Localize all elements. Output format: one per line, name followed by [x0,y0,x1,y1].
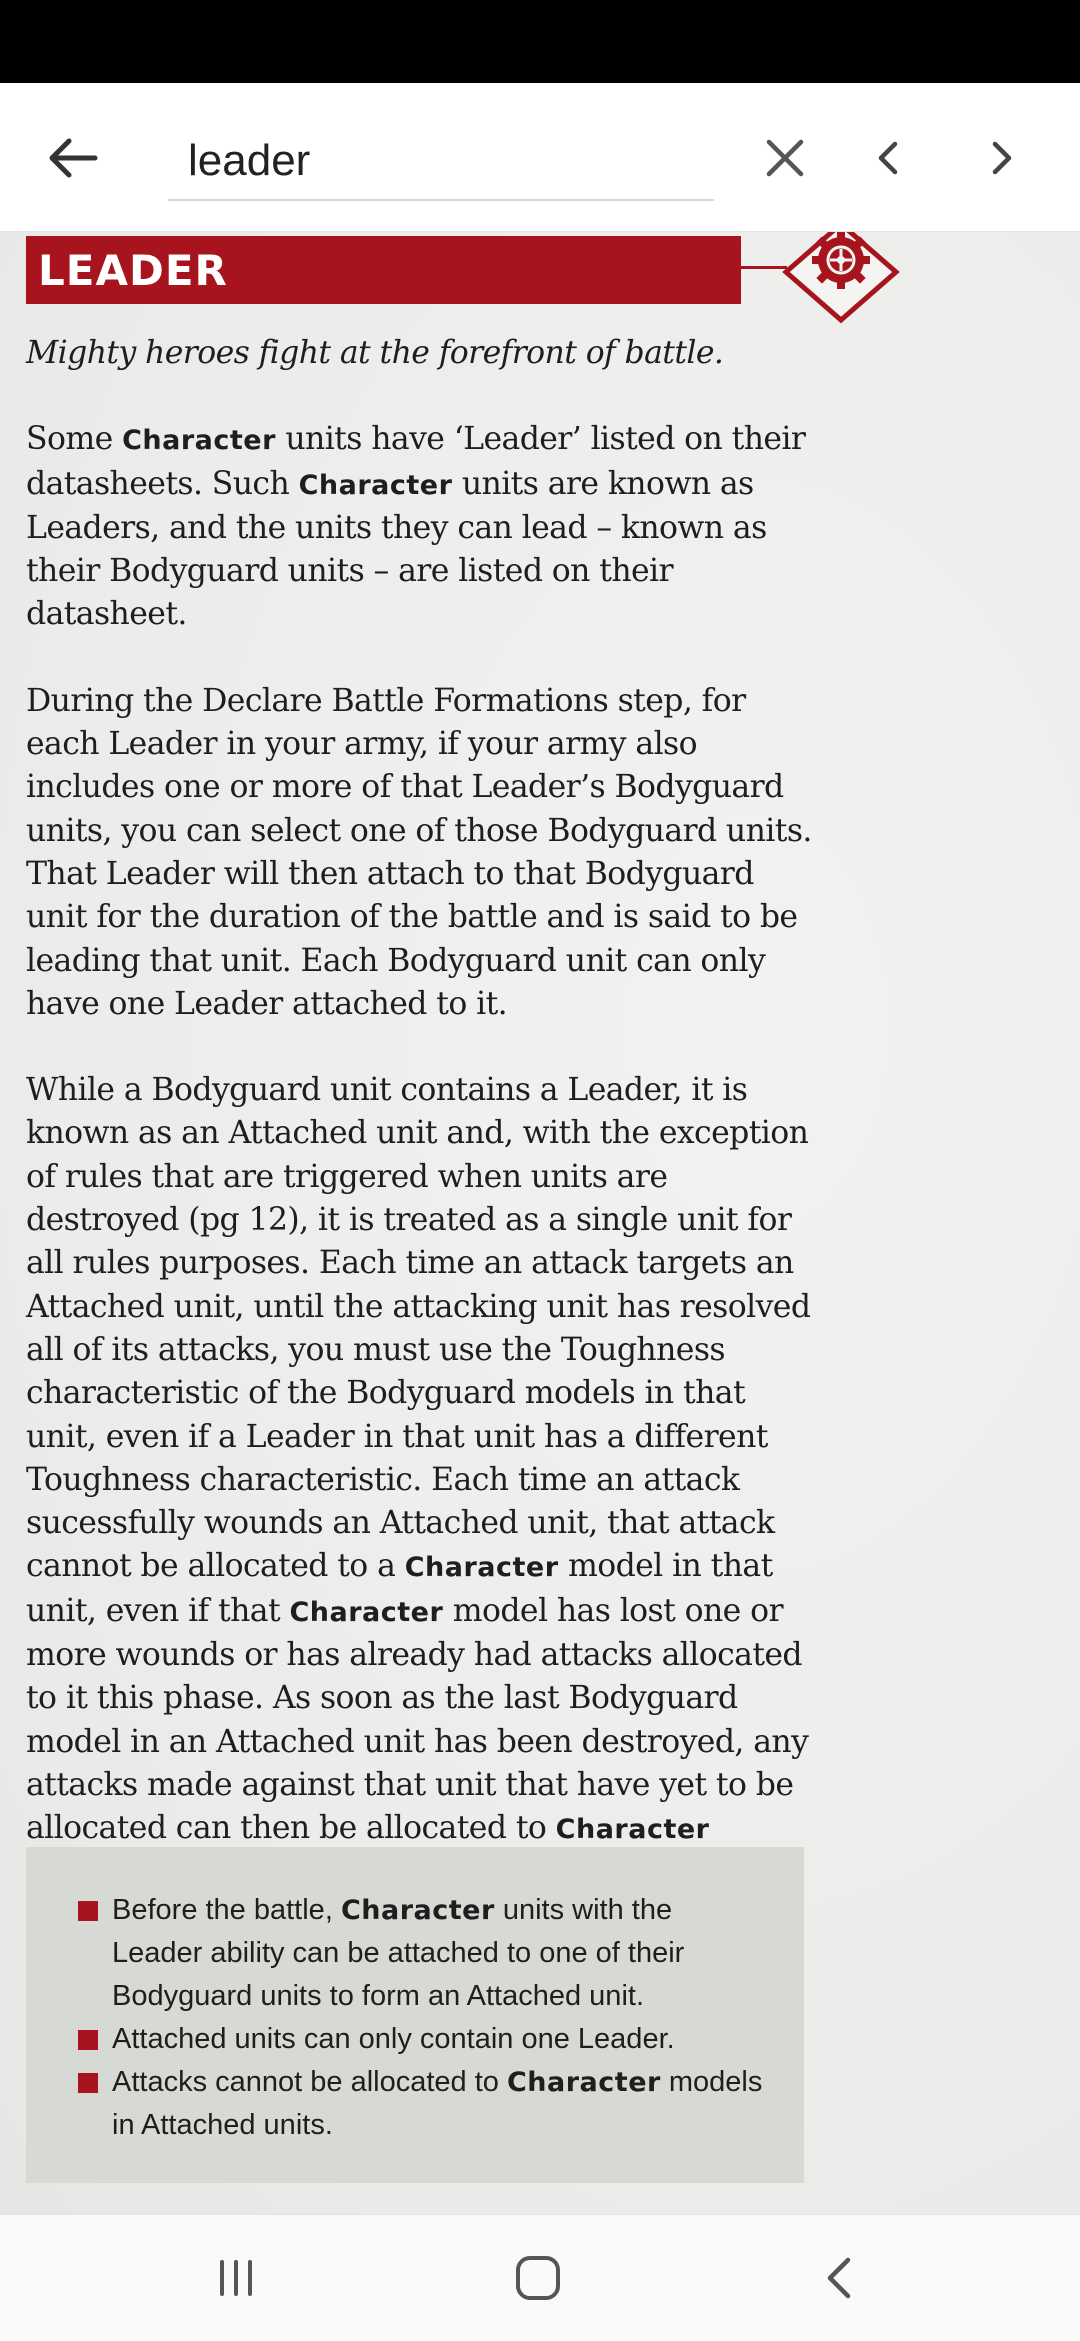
nav-back-icon [818,2254,862,2302]
paragraph-2: During the Declare Battle Formations step, for each Leader in your army, if your army also includes one or more of that Leader’s Bodyguard units, you can select one of those Bodyguard units. That Leader will then attach to that Bodyguard unit for the duration of the battle and is said to be leading that unit. Each Bodyguard unit can only have one Leader attached to it. [26,682,812,1022]
keyword-character: Character [122,425,276,457]
gear-crosshair-icon [780,232,902,324]
text-run: Attacks cannot be allocated to [112,2066,507,2098]
text-run: Before the battle, [112,1894,341,1926]
section-banner [26,236,741,304]
home-button[interactable] [488,2241,588,2315]
text-run: units are known as Leaders, and the units they can lead – known as their Bodyguard units – are listed on their datasheet. [26,465,767,633]
search-input[interactable] [168,123,714,201]
bullet-square-icon [78,2030,98,2050]
recents-icon [212,2254,260,2302]
keyword-character: Character [506,2067,661,2098]
system-navigation-bar [0,2214,1080,2341]
intro-text: Mighty heroes fight at the forefront of battle. [26,335,724,371]
keyword-character: Character [404,1552,559,1584]
summary-item [78,1889,764,2018]
keyword-character: Character [340,1895,495,1926]
arrow-left-icon [45,130,101,186]
keyword-character: Character [289,1596,444,1628]
text-run: units have ‘Leader’ listed on their datasheets. Such [26,421,806,502]
text-run: units with the Leader ability can be attached to one of their Bodyguard units to form an Attached unit. [112,1894,685,2012]
text-run: Attached units can only contain one Leader. [112,2023,675,2055]
text-run: models in Attached units. [112,2066,763,2141]
rules-text [26,332,816,1938]
summary-item [78,2061,764,2147]
summary-box [26,1847,804,2183]
close-icon [763,136,807,180]
summary-list [78,1889,764,2147]
bullet-square-icon [78,1901,98,1921]
chevron-right-icon [981,138,1021,178]
chevron-left-icon [869,138,909,178]
text-run: model in that unit, even if that [26,1548,773,1629]
keyword-character: Character [298,469,453,501]
next-match-button[interactable] [958,115,1044,201]
text-run: While a Bodyguard unit contains a Leader, it is known as an Attached unit and, with the exception of rules that are triggered when units are destroyed (pg 12), it is treated as a single unit for all rules purposes. Each time an attack targets an Attached unit, until the attacking unit has resolved all of its attacks, you must use the Toughness characteristic of the Bodyguard models in that unit, even if a Leader in that unit has a different Toughness characteristic. Each time an attack sucessfully wounds an Attached unit, that attack cannot be allocated to a [26,1072,811,1585]
paragraph-1 [26,418,816,636]
bullet-square-icon [78,2073,98,2093]
text-run: model has lost one or more wounds or has already had attacks allocated to it this phase. As soon as the last Bodyguard model in an Attached unit has been destroyed, any attacks made against that unit that have yet to be allocated can then be allocated to [26,1592,809,1847]
back-button[interactable] [30,115,116,201]
keyword-character: Character [555,1814,710,1846]
document-page[interactable] [0,232,1080,2214]
section-title: LEADER [38,245,228,295]
summary-item [78,2018,764,2061]
paragraph-3 [26,1069,816,1895]
previous-match-button[interactable] [846,115,932,201]
nav-back-button[interactable] [790,2241,890,2315]
recents-button[interactable] [186,2241,286,2315]
clear-search-button[interactable] [742,115,828,201]
home-icon [512,2252,564,2304]
find-in-page-bar [0,83,1080,232]
status-bar [0,0,1080,83]
text-run: Some [26,421,123,458]
